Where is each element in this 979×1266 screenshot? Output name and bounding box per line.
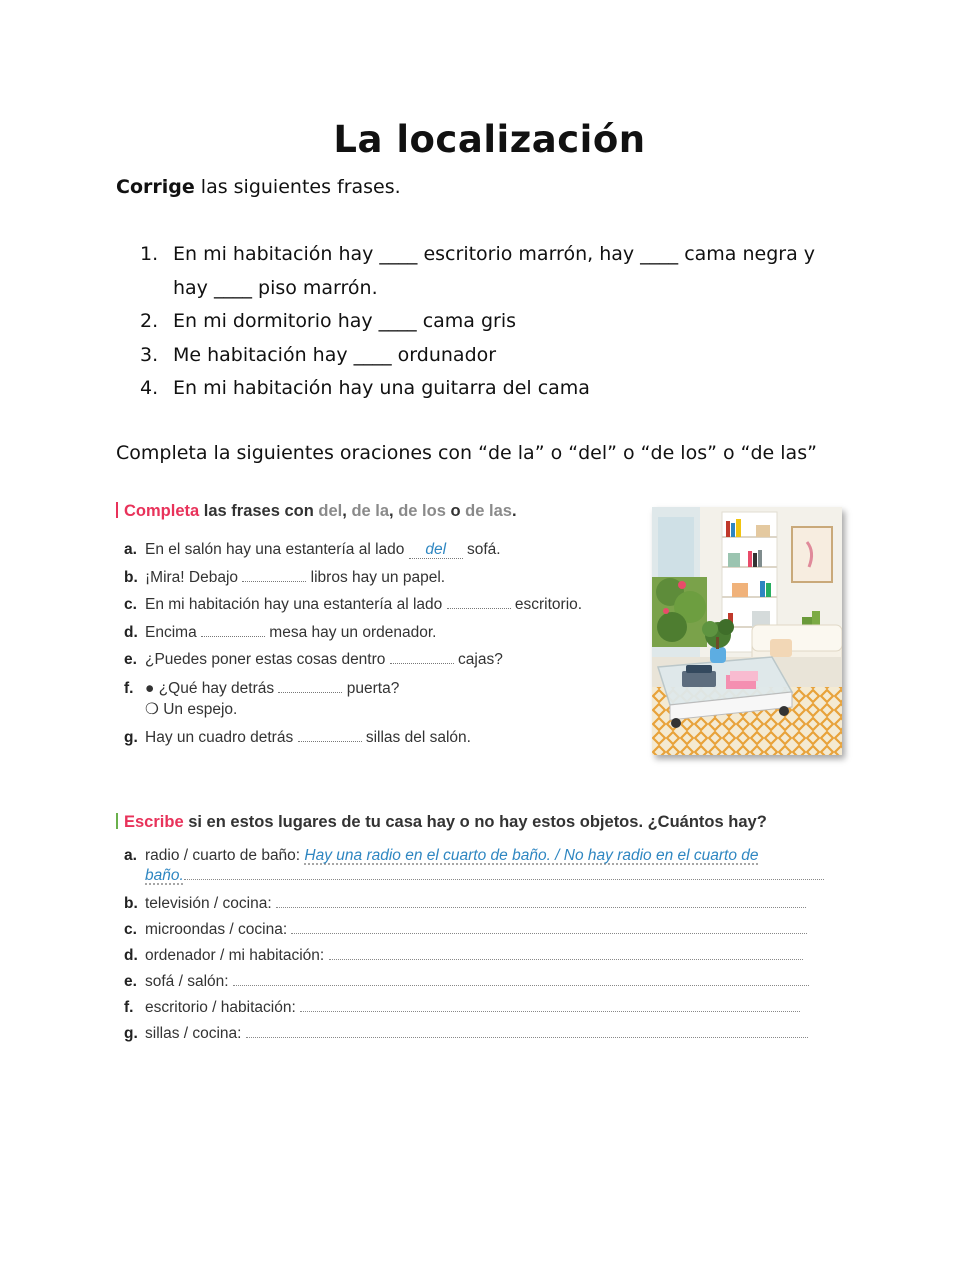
heading-end: . [511,502,517,520]
item-prompt: sillas / cocina: [145,1025,242,1042]
list-item [124,646,644,674]
heading-text: las frases con [199,502,319,520]
answer-blank[interactable] [390,649,454,664]
list-item [140,305,860,339]
item-text: Hay un cuadro detrás [145,728,298,746]
item-prompt: sofá / salón: [145,973,229,990]
dialogue-bullet-icon: ● [145,679,155,697]
answer-line[interactable] [233,971,809,986]
item-number: 3. [140,343,159,366]
item-text: Un espejo. [163,700,238,718]
sentence-line: Me habitación hay ____ ordunador [173,343,497,366]
item-text: puerta? [342,679,400,697]
option-de-los: de los [398,502,446,520]
item-letter: f. [124,999,134,1016]
list-item [124,969,824,995]
example-answer: Hay una radio en el cuarto de baño. / No hay radio en el cuarto de [304,847,759,864]
heading-marker [116,813,118,829]
item-prompt: radio / cuarto de baño: [145,847,301,864]
list-item [124,564,644,592]
list-item [140,339,860,373]
item-text: libros hay un papel. [306,568,446,586]
answer-line[interactable] [329,945,803,960]
book2-heading [116,813,767,832]
correction-list [140,238,860,406]
item-letter: e. [124,651,137,668]
item-text: ¿Puedes poner estas cosas dentro [145,651,390,668]
heading-sep: , [389,502,399,520]
item-prompt: escritorio / habitación: [145,999,296,1016]
option-de-las: de las [465,502,512,520]
item-letter: c. [124,596,137,613]
item-text: En mi habitación hay una estantería al lado [145,596,447,613]
list-item [124,619,644,647]
list-item [124,917,824,943]
item-text: ¡Mira! Debajo [145,568,243,586]
item-text: mesa hay un ordenador. [265,623,437,641]
heading-text: si en estos lugares de tu casa hay o no hay estos objetos. ¿Cuántos hay? [183,813,767,831]
item-letter: d. [124,947,138,964]
exercise2-instruction: Completa la siguientes oraciones con “de la” o “del” o “de los” o “de las” [116,442,817,464]
item-text: ¿Qué hay detrás [158,679,279,697]
heading-verb: Escribe [124,813,184,831]
answer-blank[interactable] [278,678,342,693]
exercise1-instruction [116,176,401,198]
item-letter: d. [124,623,138,641]
item-letter: g. [124,728,138,746]
sentence-line: En mi dormitorio hay ____ cama gris [173,310,517,332]
instruction-text: las siguientes frases. [194,176,401,198]
answer-line[interactable] [276,893,806,908]
answer-blank[interactable] [298,727,362,742]
instruction-verb: Corrige [116,176,195,198]
book1-list [124,536,644,751]
item-text: cajas? [453,651,503,668]
item-number: 2. [140,310,159,332]
sentence-line: En mi habitación hay ____ escritorio marrón, hay ____ cama negra y [173,243,816,265]
list-item [124,891,824,917]
heading-sep: , [342,502,352,520]
list-item [124,591,644,619]
list-item [124,1021,824,1047]
list-item [124,674,644,724]
option-de-la: de la [351,502,390,520]
page-title: La localización [333,118,646,161]
item-prompt: ordenador / mi habitación: [145,947,325,964]
heading-sep: o [445,502,466,520]
list-item [124,536,644,564]
item-letter: c. [124,921,137,938]
list-item [140,372,860,406]
reply-bullet-icon: ❍ [145,700,159,718]
item-letter: g. [124,1025,138,1042]
answer-line[interactable] [291,919,807,934]
answer-line[interactable] [184,865,824,880]
item-letter: b. [124,568,138,586]
list-item [124,943,824,969]
item-text: sofá. [462,541,501,558]
list-item [124,724,644,752]
sentence-line: hay ____ piso marrón. [173,276,378,299]
item-letter: b. [124,895,138,912]
item-text: sillas del salón. [361,728,471,746]
sentence-line: En mi habitación hay una guitarra del cama [173,377,590,399]
filled-answer: del [425,541,447,558]
example-answer: baño. [145,867,184,884]
answer-blank[interactable] [447,594,511,609]
answer-blank[interactable] [409,542,463,559]
item-number: 4. [140,377,159,399]
book1-heading [116,502,517,521]
item-text: escritorio. [510,596,583,613]
option-del: del [318,502,343,520]
book2-list [124,846,824,1047]
item-letter: a. [124,541,137,558]
answer-blank[interactable] [201,622,265,637]
item-prompt: microondas / cocina: [145,921,288,938]
item-letter: e. [124,973,137,990]
item-text: En el salón hay una estantería al lado [145,541,409,558]
item-prompt: televisión / cocina: [145,895,272,912]
list-item [124,846,824,891]
item-text: Encima [145,623,201,641]
living-room-photo [652,507,842,755]
heading-marker [116,502,118,518]
heading-verb: Completa [124,502,200,520]
answer-blank[interactable] [242,567,306,582]
answer-line[interactable] [300,997,800,1012]
answer-line[interactable] [246,1023,808,1038]
list-item [140,238,860,305]
item-number: 1. [140,243,159,265]
list-item [124,995,824,1021]
item-letter: a. [124,847,137,864]
item-letter: f. [124,679,134,697]
